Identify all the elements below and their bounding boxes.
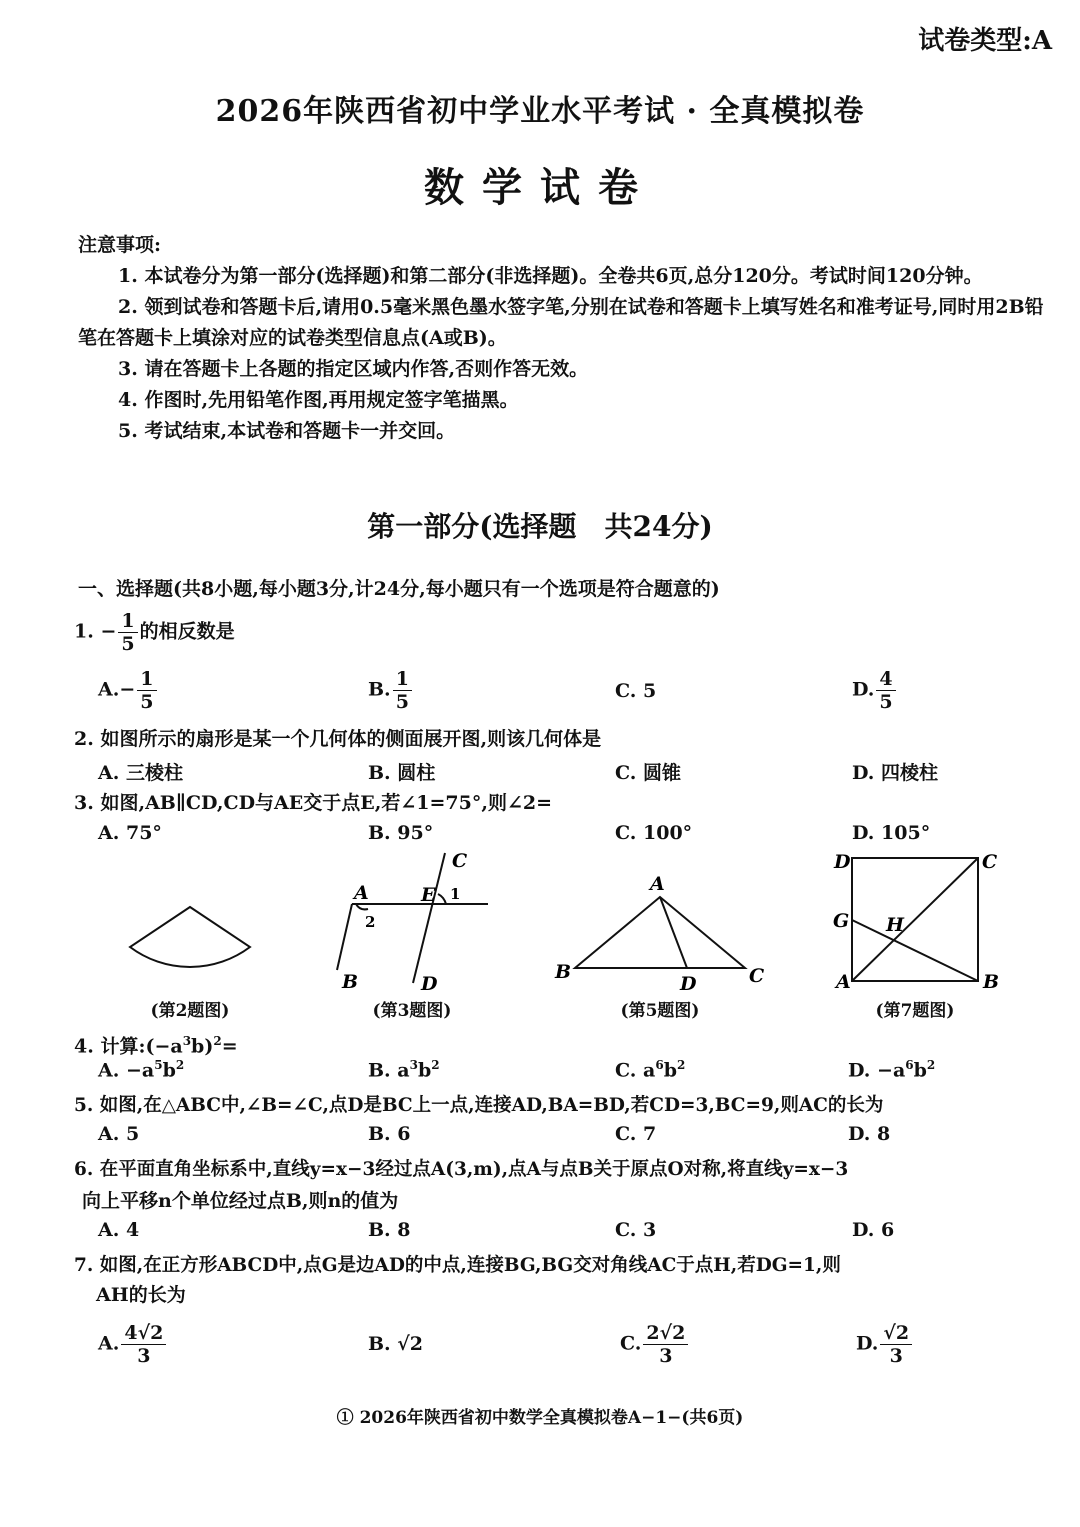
q2-option-a: A. 三棱柱 <box>98 762 183 784</box>
svg-text:B: B <box>342 971 359 993</box>
svg-text:C: C <box>749 965 765 987</box>
svg-text:B: B <box>983 971 1000 993</box>
q7-option-a: A. $\frac{4√2}{3}$ <box>98 1322 168 1367</box>
question-5: 5. 如图,在△ABC中,∠B=∠C,点D是BC上一点,连接AD,BA=BD,若CD=3,BC=9,则AC的长为 <box>74 1095 884 1116</box>
q7-option-d: D. $\frac{√2}{3}$ <box>856 1322 914 1367</box>
q5-option-b: B. 6 <box>368 1123 411 1145</box>
page-footer: ① 2026年陕西省初中数学全真模拟卷A−1−(共6页) <box>336 1408 744 1428</box>
figure-7-square <box>852 858 978 981</box>
question-6-line1: 6. 在平面直角坐标系中,直线y=x−3经过点A(3,m),点A与点B关于原点O对称,将直线y=x−3 <box>74 1159 849 1180</box>
notice-item: 4. 作图时,先用铅笔作图,再用规定签字笔描黑。 <box>118 389 519 411</box>
caption-fig5: (第5题图) <box>620 1001 700 1021</box>
q1-num: 1. <box>74 620 94 643</box>
q3-option-b: B. 95° <box>368 822 434 844</box>
q1-option-a: A.− $\frac{1}{5}$ <box>98 668 159 713</box>
svg-text:C: C <box>452 850 468 872</box>
q2-option-c: C. 圆锥 <box>615 762 682 784</box>
svg-text:E: E <box>421 884 436 906</box>
svg-text:D: D <box>421 973 438 995</box>
question-3: 3. 如图,AB∥CD,CD与AE交于点E,若∠1=75°,则∠2= <box>74 792 553 814</box>
q1-fraction: $\frac{1}{5}$ <box>118 610 137 655</box>
section-heading: 一、选择题(共8小题,每小题3分,计24分,每小题只有一个选项是符合题意的) <box>78 578 720 600</box>
svg-text:D: D <box>680 973 697 995</box>
svg-text:A: A <box>836 971 851 993</box>
q2-option-d: D. 四棱柱 <box>852 762 939 784</box>
svg-text:2: 2 <box>365 913 376 931</box>
q6-option-a: A. 4 <box>98 1219 140 1241</box>
q6-option-d: D. 6 <box>852 1219 895 1241</box>
figure-3-parallel <box>337 853 488 983</box>
q5-option-a: A. 5 <box>98 1123 140 1145</box>
figure-5-labels <box>554 873 764 995</box>
notice-item: 2. 领到试卷和答题卡后,请用0.5毫米黑色墨水签字笔,分别在试卷和答题卡上填写姓名和准考证号,同时用2B铅笔在答题卡上填涂对应的试卷类型信息点(A或B)。 <box>78 296 1044 349</box>
q1-option-b: B. $\frac{1}{5}$ <box>368 668 414 713</box>
svg-text:D: D <box>834 851 851 873</box>
q3-option-a: A. 75° <box>98 822 162 844</box>
svg-text:G: G <box>833 910 850 932</box>
svg-text:H: H <box>886 914 904 936</box>
notice-heading: 注意事项: <box>78 234 162 256</box>
exam-title: 2026年陕西省初中学业水平考试 · 全真模拟卷 <box>215 94 865 129</box>
q5-option-c: C. 7 <box>615 1123 657 1145</box>
q3-option-d: D. 105° <box>852 822 931 844</box>
svg-text:B: B <box>555 961 572 983</box>
q5-option-d: D. 8 <box>848 1123 891 1145</box>
subject-title: 数学试卷 <box>424 164 656 211</box>
q4-option-c: C. $a^6b^2$ <box>615 1058 686 1082</box>
caption-fig7: (第7题图) <box>875 1001 955 1021</box>
notice-item: 3. 请在答题卡上各题的指定区域内作答,否则作答无效。 <box>118 358 589 380</box>
figure-3-labels <box>341 850 467 995</box>
question-1 <box>74 610 1064 655</box>
svg-text:C: C <box>982 851 998 873</box>
figure-2-sector <box>130 907 250 967</box>
question-7-line2: AH的长为 <box>96 1284 186 1306</box>
svg-text:A: A <box>354 882 369 904</box>
svg-text:1: 1 <box>450 885 461 903</box>
q1-option-d: D. $\frac{4}{5}$ <box>852 668 898 713</box>
q1-option-c: C. 5 <box>615 680 657 702</box>
q7-option-b: B. √2 <box>368 1333 423 1355</box>
caption-fig2: (第2题图) <box>150 1001 230 1021</box>
paper-type: 试卷类型:A <box>918 26 1052 56</box>
question-6-line2: 向上平移n个单位经过点B,则n的值为 <box>82 1190 399 1212</box>
q7-option-c: C. $\frac{2√2}{3}$ <box>620 1322 690 1367</box>
q1-sign: − <box>100 620 117 643</box>
q3-option-c: C. 100° <box>615 822 693 844</box>
question-7-line1: 7. 如图,在正方形ABCD中,点G是边AD的中点,连接BG,BG交对角线AC于点H,若DG=1,则 <box>74 1255 841 1276</box>
notice-item: 5. 考试结束,本试卷和答题卡一并交回。 <box>118 420 456 442</box>
q1-text: 的相反数是 <box>139 620 235 643</box>
figure-5-triangle <box>575 897 745 968</box>
q6-option-c: C. 3 <box>615 1219 657 1241</box>
question-4: 4. 计算$:(-a^3b)^2=$ <box>74 1034 238 1058</box>
q4-option-d: D. $-a^6b^2$ <box>848 1058 936 1082</box>
q2-option-b: B. 圆柱 <box>368 762 436 784</box>
notice-block <box>78 230 1058 447</box>
part1-title: 第一部分(选择题 共24分) <box>367 510 713 543</box>
caption-fig3: (第3题图) <box>372 1001 452 1021</box>
svg-text:A: A <box>650 873 665 895</box>
notice-item: 1. 本试卷分为第一部分(选择题)和第二部分(非选择题)。全卷共6页,总分120分。考试时间120分钟。 <box>118 265 983 287</box>
q4-option-b: B. $a^3b^2$ <box>368 1058 440 1082</box>
q4-option-a: A. $-a^5b^2$ <box>98 1058 185 1082</box>
question-2: 2. 如图所示的扇形是某一个几何体的侧面展开图,则该几何体是 <box>74 728 602 750</box>
q6-option-b: B. 8 <box>368 1219 411 1241</box>
